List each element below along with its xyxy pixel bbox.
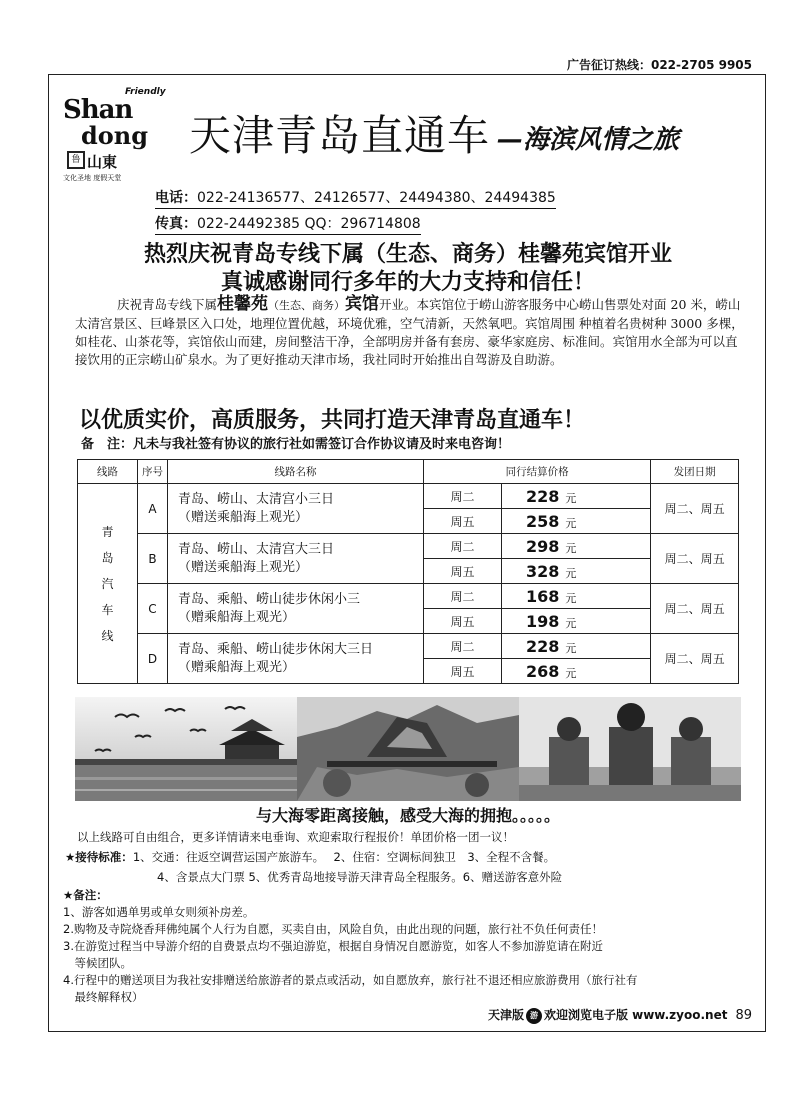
remarks-block — [63, 887, 759, 1006]
remark-item: 3.在游览过程当中导游介绍的自费景点均不强迫游览，根据自身情况自愿游览，如客人不参加游览请在附近 — [63, 939, 603, 953]
ad-hotline: 广告征订热线：022-2705 9905 — [566, 58, 752, 72]
line-type-cell — [78, 484, 138, 684]
intro-part1: 庆祝青岛专线下属 — [117, 297, 218, 312]
standard-label: ★接待标准： — [65, 850, 133, 864]
departure-days: 周二、周五 — [651, 534, 739, 584]
hotel-intro — [75, 295, 747, 369]
col-dates: 发团日期 — [651, 460, 739, 484]
combo-note: 以上线路可自由组合，更多详情请来电垂询、欢迎索取行程报价！单团价格一团一议！ — [77, 830, 514, 844]
logo-dong: dong — [81, 121, 149, 150]
line-type-char: 汽 — [101, 576, 114, 591]
price-value: 328 元 — [502, 559, 651, 584]
temple-statues-photo — [519, 697, 741, 801]
col-line: 线路 — [78, 460, 138, 484]
table-header-row — [78, 460, 739, 484]
departure-days: 周二、周五 — [651, 634, 739, 684]
remark-item: 2.购物及寺院烧香拜佛纯属个人行为自愿，买卖自由，风险自负，由此出现的问题，旅行社不负任何责任！ — [63, 922, 603, 936]
price-value: 298 元 — [502, 534, 651, 559]
standard-line-2: 4、含景点大门票 5、优秀青岛地接导游天津青岛全程服务。6、赠送游客意外险 — [157, 870, 563, 884]
route-no: C — [138, 584, 168, 634]
photo-strip — [75, 697, 741, 801]
remark-item: 4.行程中的赠送项目为我社安排赠送给旅游者的景点或活动，如自愿放弃，旅行社不退还相应旅游费用（旅行社有 — [63, 973, 638, 987]
footer-badge-icon: 游 — [526, 1008, 542, 1024]
laoshan-rocks-photo — [297, 697, 519, 801]
intro-hotel-name: 桂馨苑 — [217, 294, 269, 314]
line-type-char: 青 — [101, 524, 114, 539]
logo-slogan: 文化圣地 度假天堂 — [63, 174, 122, 182]
route-no: D — [138, 634, 168, 684]
fax-label: 传真： — [155, 216, 197, 232]
line-type-char: 岛 — [101, 550, 114, 565]
slogan: 以优质实价，高质服务，共同打造天津青岛直通车！ — [79, 407, 586, 433]
line-type-char: 线 — [101, 628, 114, 643]
route-name: 青岛、崂山、太清宫小三日 （赠送乘船海上观光） — [168, 484, 424, 534]
headline-thanks: 真诚感谢同行多年的大力支持和信任！ — [220, 269, 595, 295]
price-value: 228 元 — [502, 634, 651, 659]
price-value: 168 元 — [502, 584, 651, 609]
remark-item: 最终解释权） — [63, 990, 144, 1004]
price-value: 198 元 — [502, 609, 651, 634]
route-no: A — [138, 484, 168, 534]
price-day: 周五 — [424, 659, 502, 684]
standard-line-1 — [65, 849, 555, 865]
route-name: 青岛、崂山、太清宫大三日 （赠送乘船海上观光） — [168, 534, 424, 584]
headline-opening: 热烈庆祝青岛专线下属（生态、商务）桂馨苑宾馆开业 — [143, 241, 672, 267]
fax-line — [155, 213, 421, 235]
standard-text-1: 1、交通：往返空调营运国产旅游车。 2、住宿：空调标间独卫 3、全程不含餐。 — [132, 850, 556, 864]
table-row — [78, 484, 739, 509]
price-day: 周二 — [424, 484, 502, 509]
price-day: 周二 — [424, 584, 502, 609]
logo-seal-icon: 鲁 — [67, 151, 85, 169]
price-day: 周五 — [424, 559, 502, 584]
page-footer — [488, 1006, 752, 1024]
intro-hotel-word: 宾馆 — [345, 294, 380, 314]
phone-numbers: 022-24136577、24126577、24494380、24494385 — [197, 190, 556, 206]
route-no: B — [138, 534, 168, 584]
col-price: 同行结算价格 — [424, 460, 651, 484]
price-day: 周二 — [424, 534, 502, 559]
remark-item: 等候团队。 — [63, 956, 132, 970]
phone-label: 电话： — [155, 190, 197, 206]
pier-seagull-photo — [75, 697, 297, 801]
table-row — [78, 534, 739, 559]
departure-days: 周二、周五 — [651, 584, 739, 634]
fax-qq: 022-24492385 QQ：296714808 — [197, 216, 421, 232]
line-type-char: 车 — [101, 602, 114, 617]
col-no: 序号 — [138, 460, 168, 484]
photo-caption: 与大海零距离接触，感受大海的拥抱。。。。。 — [255, 806, 560, 825]
footer-website[interactable]: 欢迎浏览电子版 www.zyoo.net — [543, 1008, 728, 1022]
intro-part2: 开业。本宾馆位于崂山游客服务中心崂山售票处对面 20 米，崂山太清宫景区、巨峰景区入口处，地理位置优越，环境优雅，空气清新，天然氧吧。宾馆周围 种植着名贵树种 3000 多棵，如桂花、山茶花等，宾馆依山而建，房间整洁干净，全部明房并备有套房、豪华家庭房、标准间。宾馆用水全部为可以直接饮用的正宗崂山矿泉水。为了更好推动天津市场，我社同时开始推出自驾游及自助游。 — [75, 297, 744, 367]
page-title: 天津青岛直通车 — [189, 111, 491, 160]
advertisement-page — [48, 74, 766, 1032]
departure-days: 周二、周五 — [651, 484, 739, 534]
price-day: 周二 — [424, 634, 502, 659]
footer-edition: 天津版 — [487, 1008, 524, 1022]
price-day: 周五 — [424, 609, 502, 634]
route-name: 青岛、乘船、崂山徒步休闲小三 （赠乘船海上观光） — [168, 584, 424, 634]
logo-shan: Shan — [63, 95, 133, 125]
shandong-logo — [63, 87, 167, 183]
table-row — [78, 634, 739, 659]
route-table — [77, 459, 739, 684]
cooperation-remark: 备 注：凡未与我社签有协议的旅行社如需签订合作协议请及时来电咨询！ — [81, 437, 511, 452]
remark-item: 1、游客如遇单男或单女则须补房差。 — [63, 905, 255, 919]
page-subtitle: —海滨风情之旅 — [497, 125, 680, 155]
price-value: 228 元 — [502, 484, 651, 509]
remarks-label: ★备注： — [63, 888, 108, 902]
logo-friendly: Friendly — [125, 87, 166, 97]
page-number: 89 — [735, 1008, 752, 1023]
col-route-name: 线路名称 — [168, 460, 424, 484]
logo-chinese: 山東 — [87, 153, 118, 171]
price-value: 268 元 — [502, 659, 651, 684]
route-name: 青岛、乘船、崂山徒步休闲大三日 （赠乘船海上观光） — [168, 634, 424, 684]
price-day: 周五 — [424, 509, 502, 534]
phone-line — [155, 187, 556, 209]
table-row — [78, 584, 739, 609]
price-value: 258 元 — [502, 509, 651, 534]
intro-hotel-kind: （生态、商务） — [268, 299, 346, 312]
